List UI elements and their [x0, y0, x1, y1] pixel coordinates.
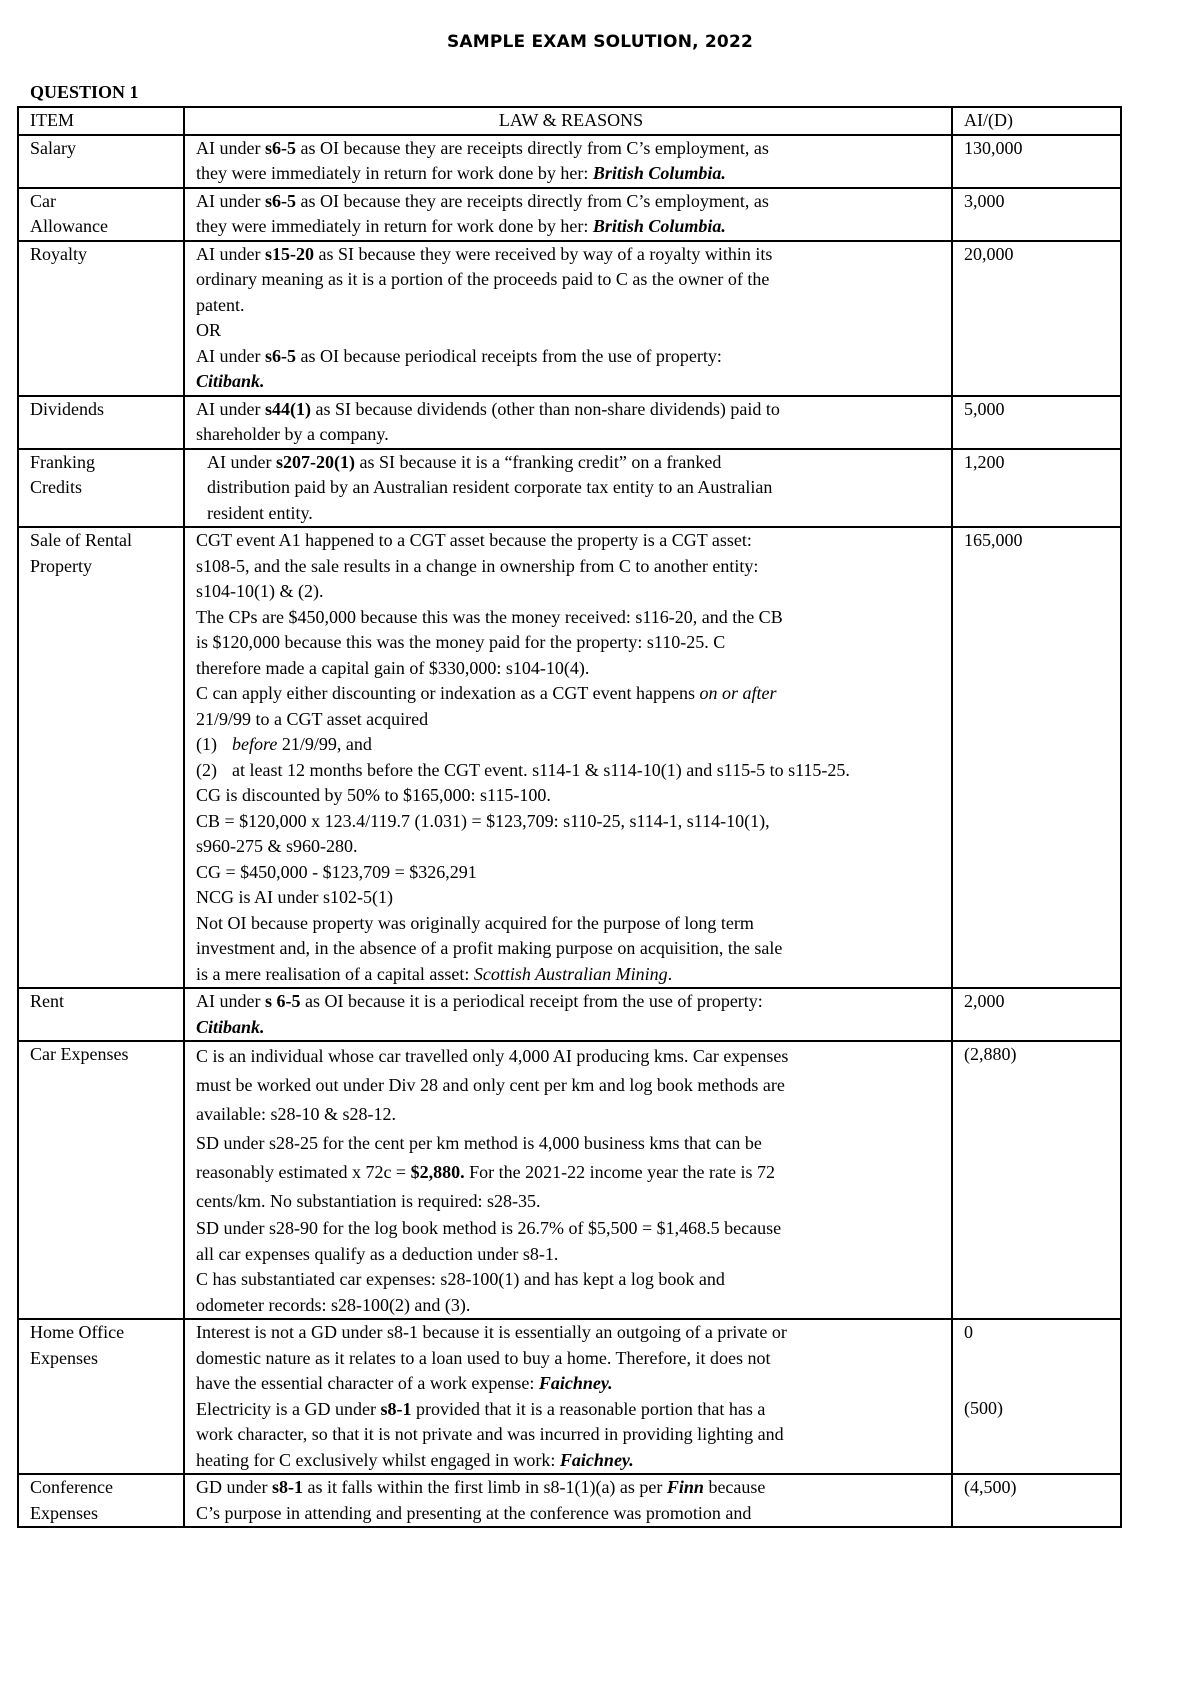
- item-cell: Car Expenses: [18, 1041, 184, 1319]
- law-cell: AI under s 6-5 as OI because it is a periodical receipt from the use of property: Citibank.: [184, 988, 952, 1041]
- law-cell: CGT event A1 happened to a CGT asset because the property is a CGT asset: s108-5, and the sale results in a change in ownership from C to another entity: s104-10(1) & (2). The CPs are $450,000 because this was the money received: s116-20, and the CB is $120,000 because this was the money paid for the property: s110-25. C therefore made a capital gain of $330,000: s104-10(4). C can apply either discounting or indexation as a CGT event happens on or after 21/9/99 to a CGT asset acquired (1) before 21/9/99, and (2) at least 12 months before the CGT event. s114-1 & s114-10(1) and s115-5 to s115-25. CG is discounted by 50% to $165,000: s115-100. CB = $120,000 x 123.4/119.7 (1.031) = $123,709: s110-25, s114-1, s114-10(1), s960-275 & s960-280. CG = $450,000 - $123,709 = $326,291 NCG is AI under s102-5(1) Not OI because property was originally acquired for the purpose of long term investment and, in the absence of a profit making purpose on acquisition, the sale is a mere realisation of a capital asset: Scottish Australian Mining.: [184, 527, 952, 988]
- item-cell: Conference Expenses: [18, 1474, 184, 1527]
- law-cell: AI under s15-20 as SI because they were received by way of a royalty within its ordinary meaning as it is a portion of the proceeds paid to C as the owner of the patent. OR AI under s6-5 as OI because periodical receipts from the use of property: Citibank.: [184, 241, 952, 396]
- item-cell: Home Office Expenses: [18, 1319, 184, 1474]
- item-cell: Car Allowance: [18, 188, 184, 241]
- amount-cell: 165,000: [952, 527, 1121, 988]
- law-cell: GD under s8-1 as it falls within the first limb in s8-1(1)(a) as per Finn because C’s purpose in attending and presenting at the conference was promotion and: [184, 1474, 952, 1527]
- header-law-reasons: LAW & REASONS: [184, 107, 952, 135]
- law-cell: AI under s207-20(1) as SI because it is a “franking credit” on a franked distribution paid by an Australian resident corporate tax entity to an Australian resident entity.: [184, 449, 952, 528]
- amount-cell: 5,000: [952, 396, 1121, 449]
- law-cell: AI under s6-5 as OI because they are receipts directly from C’s employment, as they were immediately in return for work done by her: British Columbia.: [184, 188, 952, 241]
- amount-cell: 1,200: [952, 449, 1121, 528]
- law-cell: Interest is not a GD under s8-1 because it is essentially an outgoing of a private or domestic nature as it relates to a loan used to buy a home. Therefore, it does not have the essential character of a work expense: Faichney. Electricity is a GD under s8-1 provided that it is a reasonable portion that has a work character, so that it is not private and was incurred in providing lighting and heating for C exclusively whilst engaged in work: Faichney.: [184, 1319, 952, 1474]
- amount-cell: 2,000: [952, 988, 1121, 1041]
- header-amount: AI/(D): [952, 107, 1121, 135]
- table-row-sale-of-rental-property: [18, 527, 1121, 988]
- law-cell: C is an individual whose car travelled only 4,000 AI producing kms. Car expenses must be worked out under Div 28 and only cent per km and log book methods are available: s28-10 & s28-12. SD under s28-25 for the cent per km method is 4,000 business kms that can be reasonably estimated x 72c = $2,880. For the 2021-22 income year the rate is 72 cents/km. No substantiation is required: s28-35. SD under s28-90 for the log book method is 26.7% of $5,500 = $1,468.5 because all car expenses qualify as a deduction under s8-1. C has substantiated car expenses: s28-100(1) and has kept a log book and odometer records: s28-100(2) and (3).: [184, 1041, 952, 1319]
- item-cell: Rent: [18, 988, 184, 1041]
- page-title: SAMPLE EXAM SOLUTION, 2022: [446, 32, 754, 52]
- item-cell: Salary: [18, 135, 184, 188]
- table-row-salary: [18, 135, 1121, 188]
- question-heading: QUESTION 1: [30, 82, 139, 102]
- table-row-conference-expenses: [18, 1474, 1121, 1527]
- amount-cell: 0 (500): [952, 1319, 1121, 1474]
- amount-cell: 20,000: [952, 241, 1121, 396]
- item-cell: Franking Credits: [18, 449, 184, 528]
- table-row-dividends: [18, 396, 1121, 449]
- table-row-franking-credits: [18, 449, 1121, 528]
- amount-cell: 130,000: [952, 135, 1121, 188]
- header-item: ITEM: [18, 107, 184, 135]
- item-cell: Sale of Rental Property: [18, 527, 184, 988]
- table-header-row: [18, 107, 1121, 135]
- table-row-rent: [18, 988, 1121, 1041]
- law-cell: AI under s6-5 as OI because they are receipts directly from C’s employment, as they were immediately in return for work done by her: British Columbia.: [184, 135, 952, 188]
- amount-cell: 3,000: [952, 188, 1121, 241]
- item-cell: Dividends: [18, 396, 184, 449]
- table-row-car-allowance: [18, 188, 1121, 241]
- item-cell: Royalty: [18, 241, 184, 396]
- table-row-home-office-expenses: [18, 1319, 1121, 1474]
- table-row-royalty: [18, 241, 1121, 396]
- law-cell: AI under s44(1) as SI because dividends (other than non-share dividends) paid to shareholder by a company.: [184, 396, 952, 449]
- amount-cell: (4,500): [952, 1474, 1121, 1527]
- solution-table: [17, 106, 1122, 1528]
- table-row-car-expenses: [18, 1041, 1121, 1319]
- amount-cell: (2,880): [952, 1041, 1121, 1319]
